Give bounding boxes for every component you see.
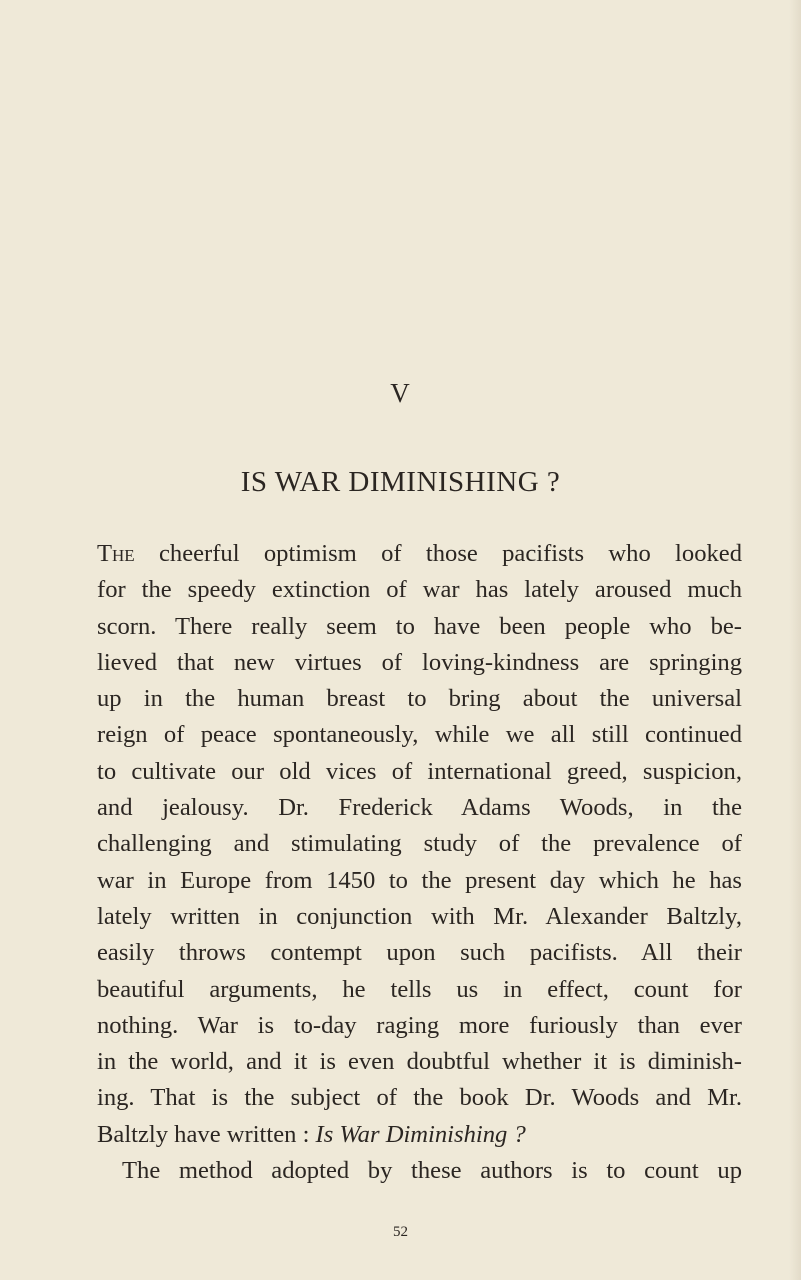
- text-line: lately written in conjunction with Mr. Alexander Baltzly,: [97, 902, 742, 930]
- book-title: Is War Diminishing ?: [315, 1120, 526, 1148]
- text-line: nothing. War is to-day raging more furiously than ever: [97, 1011, 742, 1039]
- text-line: scorn. There really seem to have been people who be-: [97, 612, 742, 640]
- text-line: to cultivate our old vices of international greed, suspicion,: [97, 757, 742, 785]
- text-line: [97, 536, 742, 572]
- text-line: lieved that new virtues of loving-kindness are springing: [97, 648, 742, 676]
- body-paragraph: [97, 536, 742, 1189]
- text-line: for the speedy extinction of war has lately aroused much: [97, 576, 742, 604]
- text-line: reign of peace spontaneously, while we all still continued: [97, 721, 742, 749]
- text-line: challenging and stimulating study of the prevalence of: [97, 830, 742, 858]
- text-line-prefix: Baltzly have written :: [97, 1120, 316, 1148]
- text-line-content: cheerful optimism of those pacifists who looked: [134, 540, 742, 567]
- lead-word: The: [97, 540, 135, 567]
- page-number: 52: [393, 1224, 408, 1240]
- text-line: The method adopted by these authors is to count up: [122, 1157, 742, 1185]
- text-line: up in the human breast to bring about the universal: [97, 685, 742, 713]
- text-line: war in Europe from 1450 to the present day which he has: [97, 866, 742, 894]
- text-line: [97, 1117, 742, 1153]
- chapter-title: IS WAR DIMINISHING ?: [240, 466, 561, 498]
- text-line: and jealousy. Dr. Frederick Adams Woods, in the: [97, 794, 742, 822]
- text-line: easily throws contempt upon such pacifists. All their: [97, 939, 742, 967]
- page-edge-shadow: [789, 0, 801, 1280]
- text-line: ing. That is the subject of the book Dr. Woods and Mr.: [97, 1084, 742, 1112]
- text-line: beautiful arguments, he tells us in effect, count for: [97, 975, 742, 1003]
- chapter-number: V: [390, 378, 411, 408]
- text-line: in the world, and it is even doubtful whether it is diminish-: [97, 1048, 742, 1076]
